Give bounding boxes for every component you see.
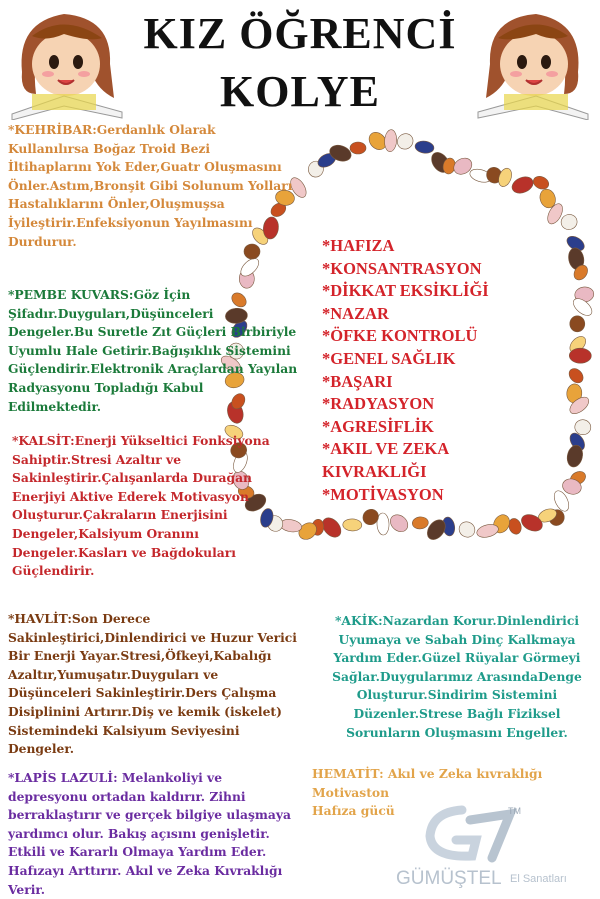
- kehribar-description: *KEHRİBAR:Gerdanlık Olarak Kullanılırsa Boğaz Troid Bezi İltihaplarını Yok Eder,Guatr Oluşmasını Önler.Astım,Bronşit Gibi Solunum Yolları Hastalıklarını Önler,Oluşmuşsa İyileştirir.Enfeksiyonun Yayılmasını Durdurur.: [8, 122, 293, 249]
- benefit-item: *BAŞARI: [322, 371, 393, 391]
- necklace-bead: [569, 348, 591, 363]
- girl-reading-illustration-right: [468, 2, 598, 120]
- necklace-bead: [566, 366, 586, 386]
- benefit-item: *HAFIZA: [322, 236, 395, 255]
- kalsit-description: *KALSİT:Enerji Yükseltici Fonksiyona Sahiptir.Stresi Azaltır ve Sakinleştirir.Çalışanlarda Durağan Enerjiyi Aktive Ederek Motivasyon Oluşturur.Çakraların Enerjisini Dengeler,Kalsiyum Oranını Dengeler.Kasları ve Bağdokuları Güçlendirir.: [12, 433, 270, 579]
- logo-suffix: El Sanatları: [510, 873, 567, 885]
- title-line-1: KIZ ÖĞRENCİ: [143, 9, 457, 58]
- girl-reading-illustration-left: [2, 2, 132, 120]
- logo-tm: TM: [508, 806, 521, 816]
- benefit-item: *AGRESİFLİK: [322, 416, 434, 436]
- necklace-bead: [569, 315, 585, 332]
- necklace-bead: [456, 519, 478, 540]
- necklace-bead: [387, 511, 411, 535]
- necklace-bead: [394, 131, 416, 153]
- benefit-item: *DİKKAT EKSİKLİĞİ: [322, 281, 489, 301]
- havlit-description: *HAVLİT:Son Derece Sakinleştirici,Dinlendirici ve Huzur Verici Bir Enerji Yayar.Stresi,Öfkeyi,Kabalığı Azaltır,Yumuşatır.Duyguları ve Düşünceleri Sakinleştirir.Ders Çalışma Disiplinini Artırır.Diş ve kemik (iskelet) Sistemindeki Kalsiyum Seviyesini Dengeler.: [8, 611, 297, 757]
- benefit-item: *GENEL SAĞLIK: [322, 348, 456, 368]
- hematit-line-3: Hafıza gücü: [312, 803, 395, 819]
- necklace-bead: [531, 174, 550, 191]
- necklace-bead: [350, 142, 366, 154]
- hematit-line-2: Motivaston: [312, 784, 390, 800]
- necklace-bead: [510, 174, 536, 196]
- necklace-bead: [559, 213, 578, 232]
- hematit-line-1: HEMATİT: Akıl ve Zeka kıvraklığı: [312, 766, 543, 781]
- benefit-item: *KONSANTRASYON: [322, 258, 482, 278]
- akik-description: *AKİK:Nazardan Korur.Dinlendirici Uyumaya ve Sabah Dinç Kalkmaya Yardım Eder.Güzel Rüyalar Görmeyi Sağlar.Duygularımız ArasındaDenge Oluşturur.Sindirim Sistemini Düzenler.Strese Bağlı Fiziksel Sorunların Oluşmasını Engeller.: [332, 613, 582, 740]
- benefit-item: *NAZAR: [322, 303, 389, 323]
- benefit-item: *ÖFKE KONTROLÜ: [322, 326, 478, 346]
- necklace-bead: [343, 519, 362, 532]
- benefit-item: *RADYASYON: [322, 394, 435, 414]
- benefit-item: KIVRAKLIĞI: [322, 461, 427, 481]
- title-line-2: KOLYE: [220, 67, 380, 116]
- logo-brand: GÜMÜŞTEL: [396, 868, 502, 889]
- benefit-item: *MOTİVASYON: [322, 484, 444, 504]
- lapis-lazuli-description: *LAPİS LAZULİ: Melankoliyi ve depresyonu ortadan kaldırır. Zihni berraklaştırır ve gerçek bilgiye ulaşmaya yardımcı olur. Bakış açısını genişletir. Etkili ve Kararlı Olmaya Yardım Eder. Hafızayı Arttırır. Akıl ve Zeka Kıvraklığı Verir.: [8, 770, 292, 897]
- necklace-bead: [384, 129, 398, 152]
- benefit-item: *AKIL VE ZEKA: [322, 439, 450, 459]
- necklace-bead: [414, 140, 434, 155]
- pembe-kuvars-description: *PEMBE KUVARS:Göz İçin Şifadır.Duyguları,Düşünceleri Dengeler.Bu Suretle Zıt Güçleri Birbiriyle Uyumlu Hale Getirir.Bağışıklık Sistemini Güçlendirir.Elektronik Araçlardan Yayılan Radyasyonu Topladığı Kabul Edilmektedir.: [8, 287, 298, 414]
- necklace-bead: [412, 516, 429, 530]
- gumustel-logo: [392, 800, 592, 890]
- benefits-list: [322, 235, 532, 506]
